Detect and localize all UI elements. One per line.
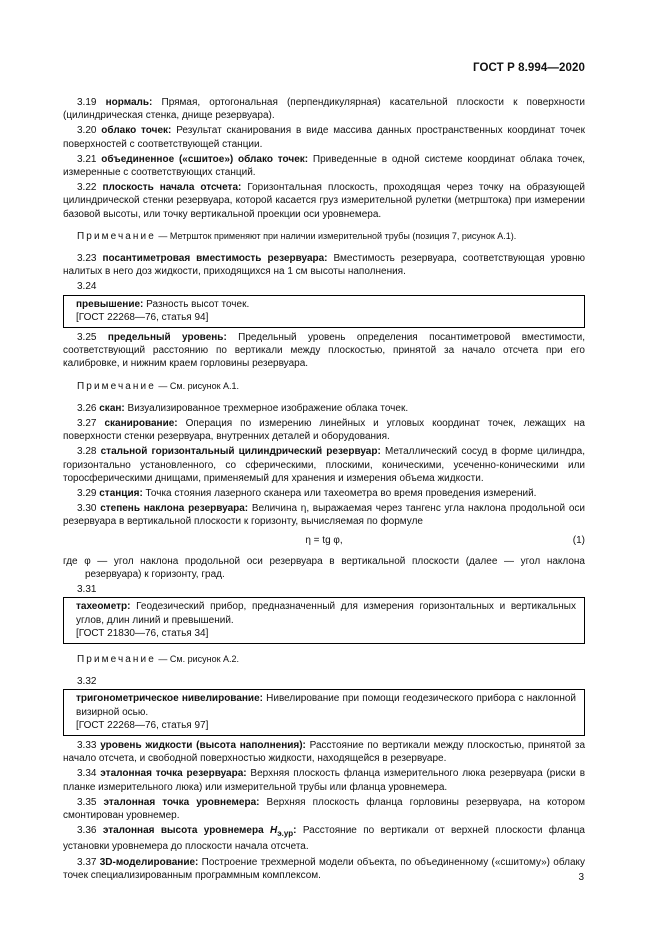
- document-body: [63, 96, 585, 884]
- formula-expression: η = tg φ,: [305, 534, 343, 546]
- symbol-h: H: [270, 825, 278, 837]
- definition-3-19: 3.19 нормаль: Прямая, ортогональная (перпендикулярная) касательной плоскости к поверхности (цилиндрическая стенка, днище резервуара).: [63, 97, 585, 122]
- note-2: Примечание — См. рисунок А.1.: [77, 380, 240, 392]
- source-reference: [ГОСТ 22268—76, статья 94]: [76, 311, 209, 323]
- definition-3-31: тахеометр: Геодезический прибор, предназначенный для измерения горизонтальных и вертикальных углов, длин линий и превышений.: [76, 601, 576, 626]
- note-1: Примечание — Метршток применяют при наличии измерительной трубы (позиция 7, рисунок А.1).: [77, 230, 517, 242]
- definition-3-32-box: [63, 689, 585, 736]
- definition-3-28: 3.28 стальной горизонтальный цилиндрический резервуар: Металлический сосуд в форме цилиндра, горизонтально установленного, со сферическими, плоскими, коническими, усеченно-коническими или торосферическими днищами, применяемый для хранения и измерения объема жидкости.: [63, 446, 586, 484]
- definition-3-34: 3.34 эталонная точка резервуара: Верхняя плоскость фланца измерительного люка резервуара (риски в планке измерительного люка) или измерительной трубы или фланца уровнемера.: [63, 768, 586, 793]
- definition-3-27: 3.27 сканирование: Операция по измерению линейных и угловых координат точек, лежащих на поверхности стенки резервуара, внутренних деталей и оборудования.: [63, 418, 585, 443]
- definition-3-26: 3.26 скан: Визуализированное трехмерное изображение облака точек.: [77, 402, 409, 414]
- document-header: ГОСТ Р 8.994—2020: [473, 62, 585, 74]
- definition-3-36: 3.36 эталонная высота уровнемера $H_{э.ур}$: Расстояние по вертикали от верхней плоскости фланца установки уровнемера до плоскости начала отсчета.: [63, 825, 585, 853]
- definition-3-22: 3.22 плоскость начала отсчета: Горизонтальная плоскость, проходящая через точку на образующей цилиндрической стенки резервуара, которой касается груз измерительной рулетки (метрштока) при измерении базовой высоты, или точку вертикальной проекции оси уровнемера.: [63, 182, 585, 220]
- definition-3-29: 3.29 станция: Точка стояния лазерного сканера или тахеометра во время проведения измерений.: [77, 488, 537, 500]
- definition-3-23: 3.23 посантиметровая вместимость резервуара: Вместимость резервуара, соответствующая уровню налитых в него доз жидкости, приходящихся на 1 см высоты наполнения.: [63, 253, 586, 278]
- definition-3-32: тригонометрическое нивелирование: Нивелирование при помощи геодезического прибора с наклонной визирной осью.: [76, 693, 576, 718]
- definition-3-21: 3.21 объединенное («сшитое») облако точек: Приведенные в одной системе координат облака точек, измеренные с соответствующих станций.: [63, 153, 585, 179]
- definition-3-31-number: 3.31: [77, 584, 97, 596]
- definition-3-20: 3.20 облако точек: Результат сканирования в виде массива данных пространственных координат точек поверхностей с соответствующей станции.: [63, 125, 585, 150]
- symbol-subscript: э.ур: [277, 829, 294, 839]
- definition-3-24: превышение: Разность высот точек.: [76, 298, 250, 310]
- definition-3-24-number: 3.24: [77, 281, 97, 293]
- formula-number: (1): [572, 534, 585, 546]
- definition-3-33: 3.33 уровень жидкости (высота наполнения): Расстояние по вертикали между плоскостью, принятой за начало отсчета, и свободной поверхностью жидкости, находящейся в резервуаре.: [63, 739, 585, 765]
- definition-3-35: 3.35 эталонная точка уровнемера: Верхняя плоскость фланца горловины резервуара, на котором смонтирован уровнемер.: [63, 796, 586, 821]
- definition-3-37: 3.37 3D-моделирование: Построение трехмерной модели объекта, по объединенному («сшитому») облаку точек специализированным программным комплексом.: [63, 856, 586, 881]
- formula-explanation: где φ — угол наклона продольной оси резервуара в вертикальной плоскости (далее — угол наклона резервуара) к горизонту, град.: [63, 555, 585, 580]
- source-reference: [ГОСТ 22268—76, статья 97]: [76, 719, 209, 731]
- definition-3-25: 3.25 предельный уровень: Предельный уровень определения посантиметровой вместимости, соответствующий расстоянию по вертикали между плоскостью, принятой за начало отсчета при его калибровке, и нижним краем горловины резервуара.: [63, 332, 585, 370]
- source-reference: [ГОСТ 21830—76, статья 34]: [76, 627, 209, 639]
- definition-3-24-box: [63, 295, 585, 328]
- note-3: Примечание — См. рисунок А.2.: [77, 653, 240, 665]
- page-number: 3: [578, 872, 584, 883]
- definition-3-31-box: [63, 597, 585, 644]
- definition-3-30: 3.30 степень наклона резервуара: Величина η, выражаемая через тангенс угла наклона продольной оси резервуара в вертикальной плоскости к горизонту, вычисляемая по формуле: [63, 503, 585, 528]
- definition-3-32-number: 3.32: [77, 676, 97, 688]
- formula-1: [63, 534, 585, 552]
